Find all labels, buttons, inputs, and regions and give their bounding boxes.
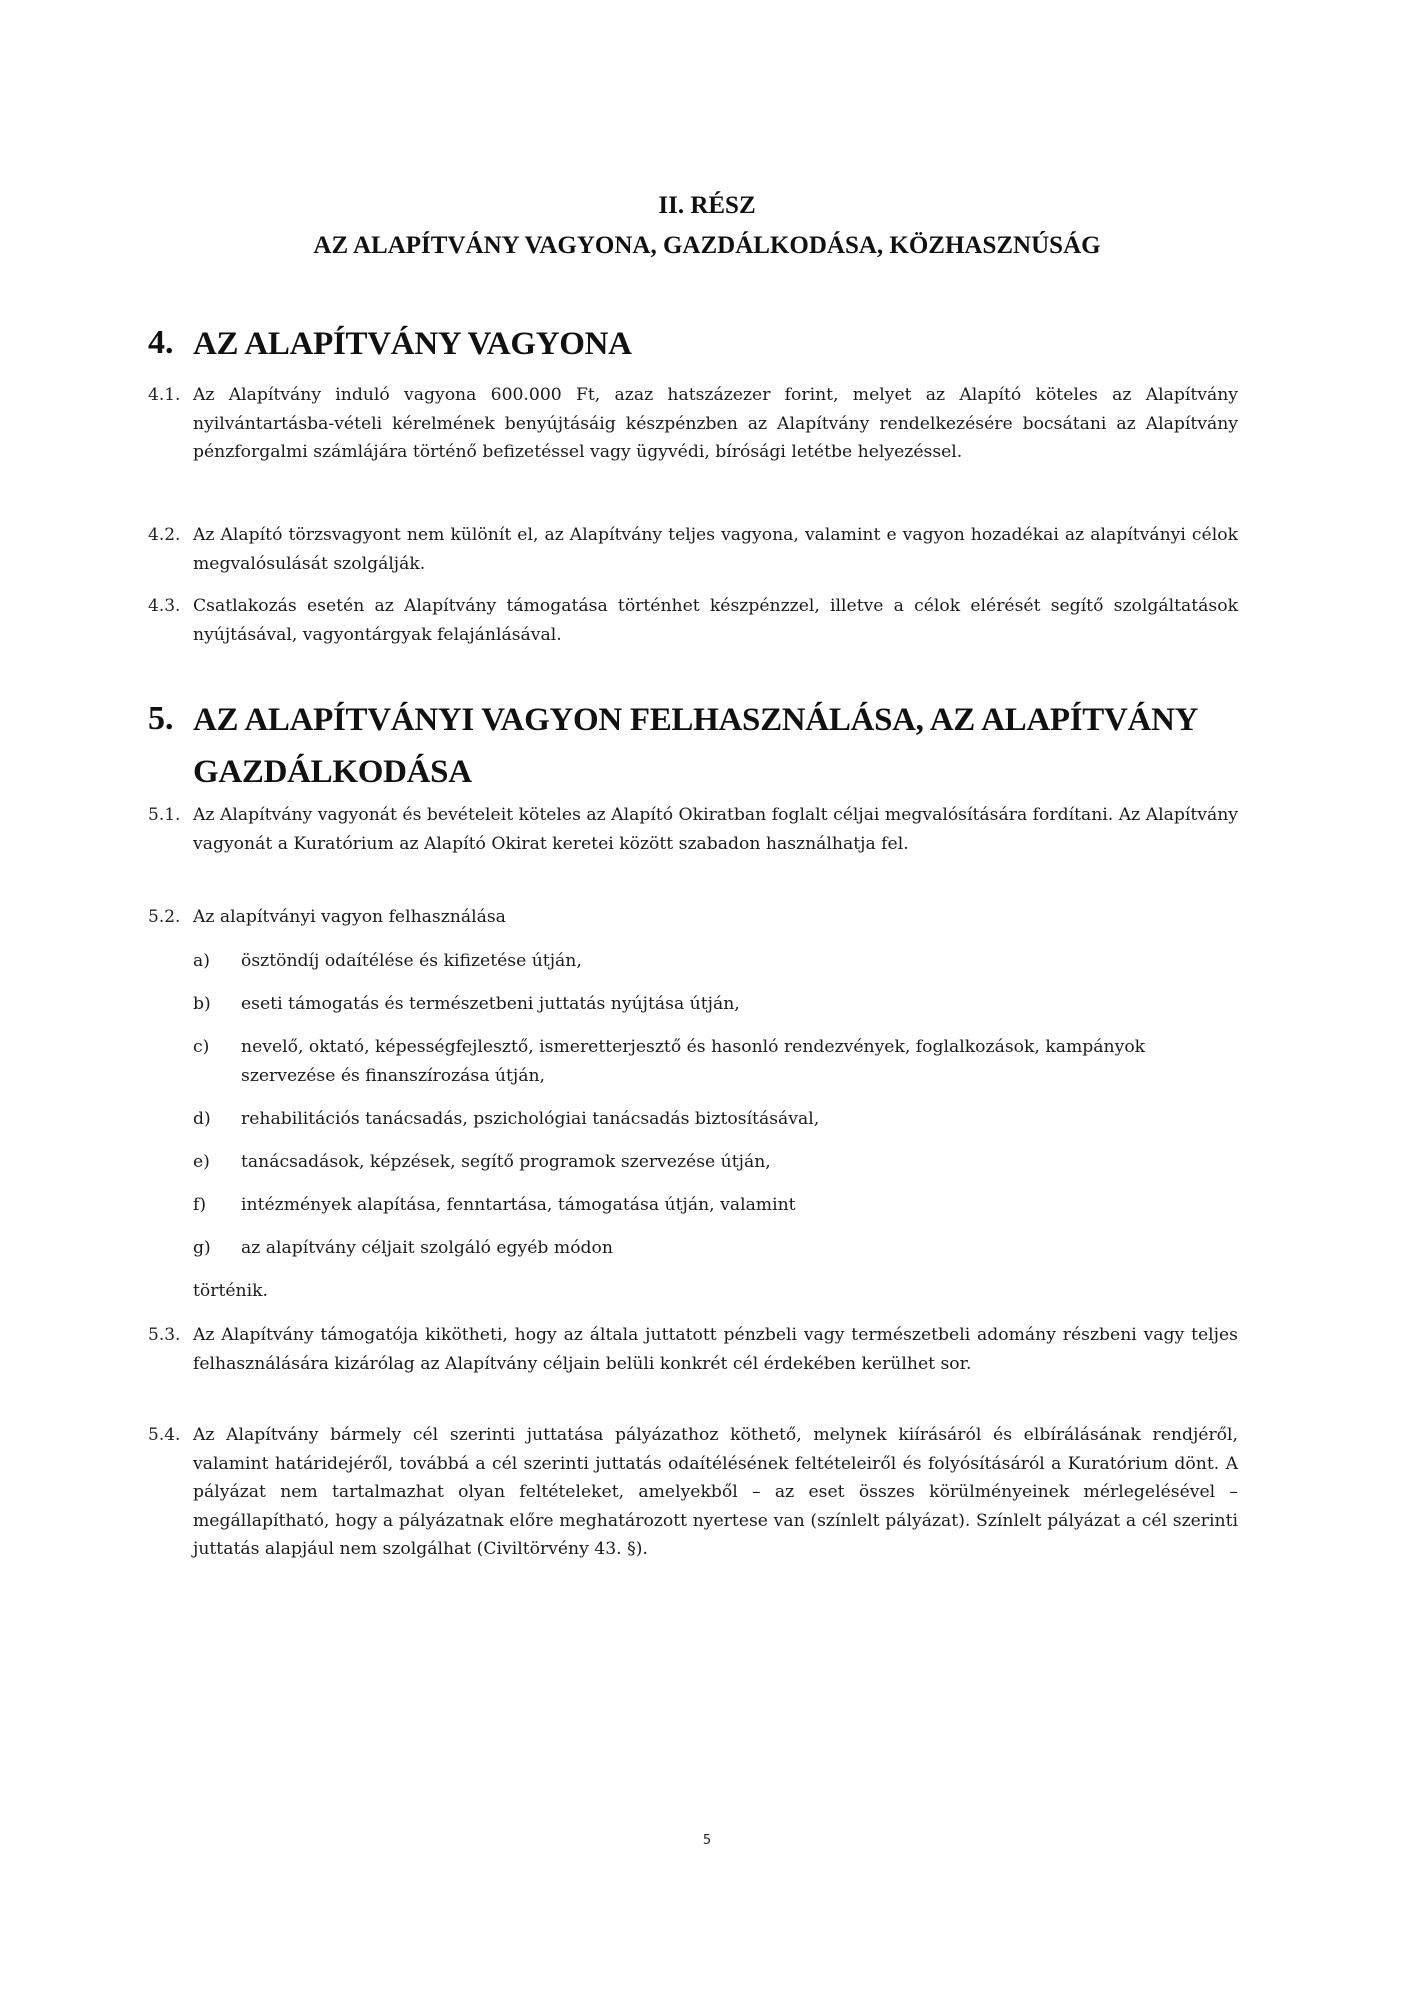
list-item: rehabilitációs tanácsadás, pszichológiai tanácsadás biztosításával, <box>241 1109 820 1129</box>
paragraph-number: 5.1. <box>148 805 181 825</box>
list-item: az alapítvány céljait szolgáló egyéb módon <box>241 1238 613 1258</box>
list-item: intézmények alapítása, fenntartása, támogatása útján, valamint <box>241 1195 796 1215</box>
list-item-label: d) <box>193 1109 211 1129</box>
paragraph-text: Az Alapítvány támogatója kikötheti, hogy az általa juttatott pénzbeli vagy természetbeli adomány részbeni vagy teljes felhasználására kizárólag az Alapítvány céljain belüli konkrét cél érdekében kerülhet sor. <box>193 1325 1238 1374</box>
list-item: tanácsadások, képzések, segítő programok szervezése útján, <box>241 1152 771 1172</box>
list-closing-text: történik. <box>193 1281 268 1301</box>
paragraph-text: Az Alapítvány induló vagyona 600.000 Ft, azaz hatszázezer forint, melyet az Alapító köteles az Alapítvány nyilvántartásba-vételi kérelmének benyújtásáig készpénzben az Alapítvány rendelkezésére bocsátani az Alapítvány pénzforgalmi számlájára történő befizetéssel vagy ügyvédi, bírósági letétbe helyezéssel. <box>193 385 1238 462</box>
list-item-label: f) <box>193 1195 207 1215</box>
paragraph-text: Csatlakozás esetén az Alapítvány támogatása történhet készpénzzel, illetve a célok elérését segítő szolgáltatások nyújtásával, vagyontárgyak felajánlásával. <box>193 596 1238 645</box>
paragraph-number: 5.3. <box>148 1325 181 1345</box>
list-item-label: c) <box>193 1037 210 1057</box>
section-title: AZ ALAPÍTVÁNY VAGYONA <box>193 326 632 362</box>
page-number: 5 <box>702 1833 712 1848</box>
paragraph-number: 4.1. <box>148 385 181 405</box>
section-number: 4. <box>148 324 174 361</box>
paragraph-text: Az Alapítvány vagyonát és bevételeit köteles az Alapító Okiratban foglalt céljai megvalósítására fordítani. Az Alapítvány vagyonát a Kuratórium az Alapító Okirat keretei között szabadon használhatja fel. <box>193 805 1238 854</box>
list-item-label: a) <box>193 951 210 971</box>
part-title: AZ ALAPÍTVÁNY VAGYONA, GAZDÁLKODÁSA, KÖZHASZNÚSÁG <box>313 232 1101 259</box>
list-item: nevelő, oktató, képességfejlesztő, ismeretterjesztő és hasonló rendezvények, foglalkozások, kampányok szervezése és finanszírozása útján, <box>241 1037 1146 1086</box>
paragraph-text: Az alapítványi vagyon felhasználása <box>193 907 506 927</box>
list-item-label: g) <box>193 1238 211 1258</box>
list-item: ösztöndíj odaítélése és kifizetése útján, <box>241 951 582 971</box>
paragraph-number: 5.2. <box>148 907 181 927</box>
section-number: 5. <box>148 700 174 737</box>
paragraph-number: 4.3. <box>148 596 181 616</box>
paragraph-number: 5.4. <box>148 1425 181 1445</box>
list-item-label: e) <box>193 1152 210 1172</box>
section-title: AZ ALAPÍTVÁNYI VAGYON FELHASZNÁLÁSA, AZ ALAPÍTVÁNY GAZDÁLKODÁSA <box>193 702 1197 790</box>
paragraph-text: Az Alapítvány bármely cél szerinti juttatása pályázathoz köthető, melynek kiírásáról és elbírálásának rendjéről, valamint határidejéről, továbbá a cél szerinti juttatás odaítélésének feltételeiről és folyósításáról a Kuratórium dönt. A pályázat nem tartalmazhat olyan feltételeket, amelyekből – az eset összes körülményeinek mérlegelésével – megállapítható, hogy a pályázatnak előre meghatározott nyertese van (színlelt pályázat). Színlelt pályázat a cél szerinti juttatás alapjául nem szolgálhat (Civiltörvény 43. §). <box>193 1425 1238 1559</box>
paragraph-number: 4.2. <box>148 525 181 545</box>
part-label: II. RÉSZ <box>658 192 756 219</box>
paragraph-text: Az Alapító törzsvagyont nem különít el, az Alapítvány teljes vagyona, valamint e vagyon hozadékai az alapítványi célok megvalósulását szolgálják. <box>193 525 1238 574</box>
list-item: eseti támogatás és természetbeni juttatás nyújtása útján, <box>241 994 740 1014</box>
list-item-label: b) <box>193 994 211 1014</box>
